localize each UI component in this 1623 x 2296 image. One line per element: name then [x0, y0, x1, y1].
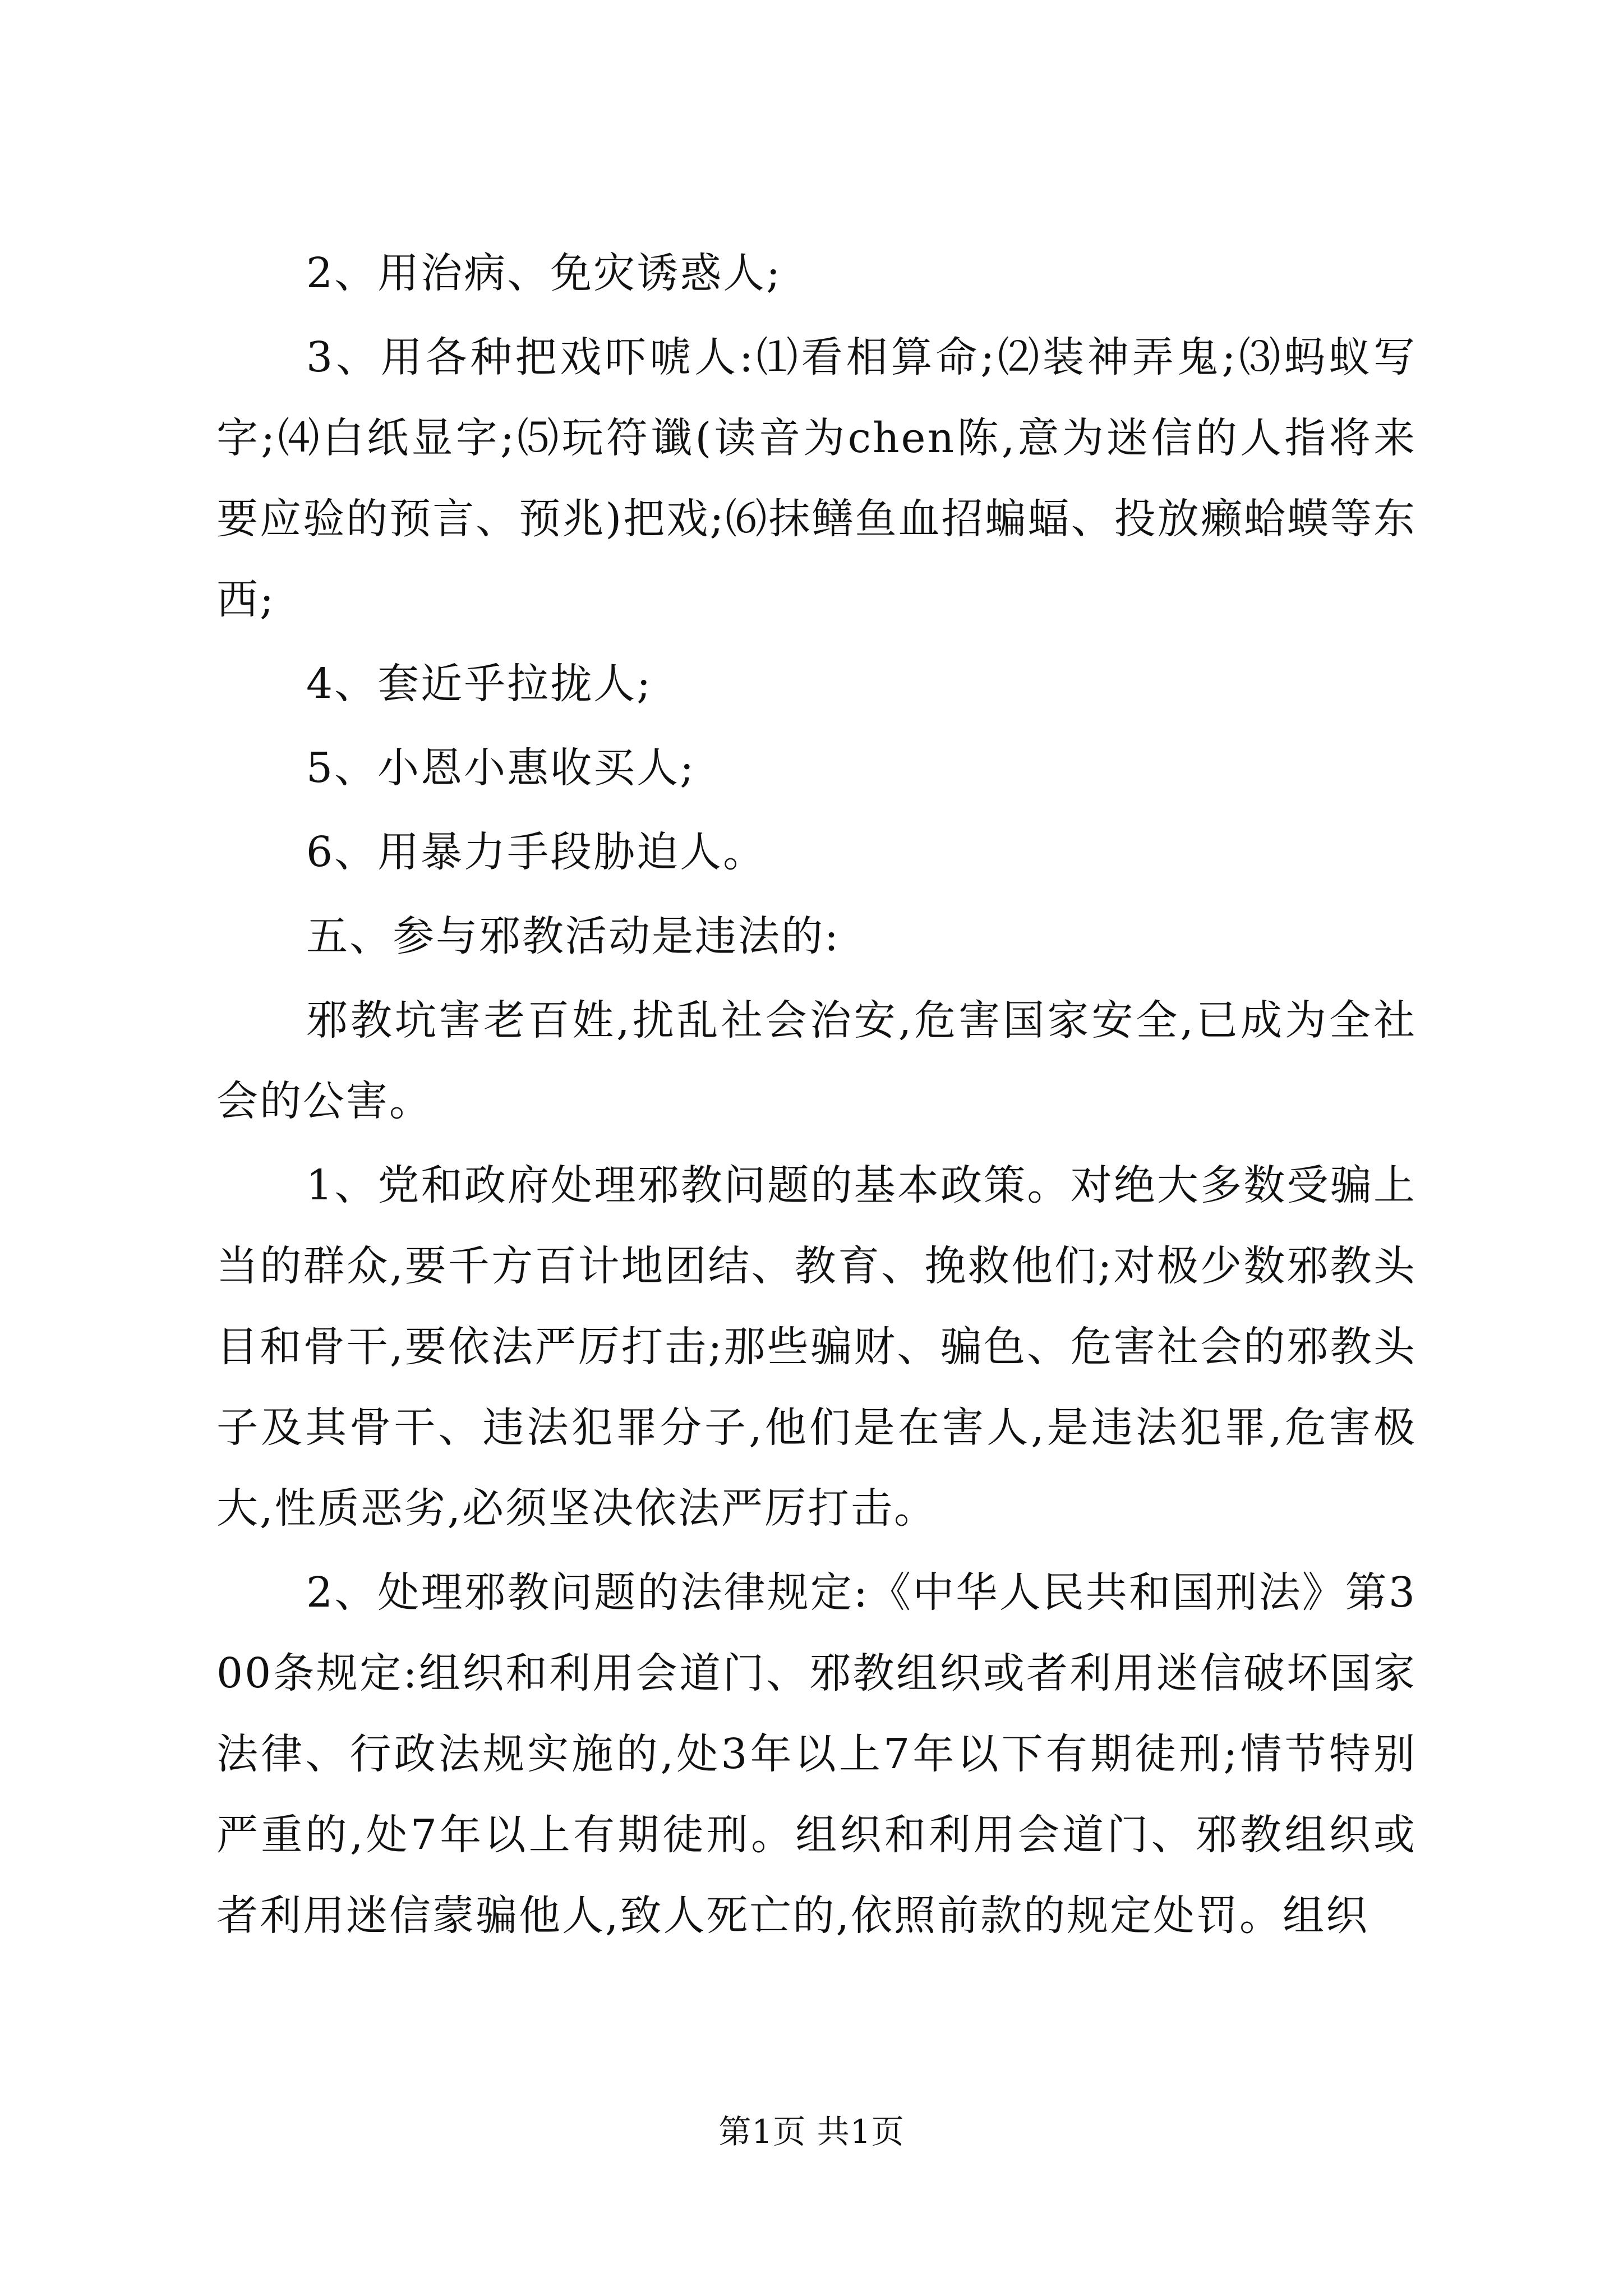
- paragraph-1: 2、用治病、免灾诱惑人;: [306, 249, 782, 297]
- section-heading: 五、参与邪教活动是违法的:: [306, 912, 840, 960]
- paragraph-2: 3、用各种把戏吓唬人:⑴看相算命;⑵装神弄鬼;⑶蚂蚁写字;⑷白纸显字;⑸玩符谶(读音为chen陈,意为迷信的人指将来要应验的预言、预兆)把戏;⑹抹鳝鱼血招蝙蝠、投放癞蛤蟆等东西;: [216, 333, 1417, 624]
- paragraph-5: 6、用暴力手段胁迫人。: [306, 828, 767, 876]
- paragraph-3: 4、套近乎拉拢人;: [306, 660, 653, 708]
- paragraph-8: 1、党和政府处理邪教问题的基本政策。对绝大多数受骗上当的群众,要千方百计地团结、教育、挽救他们;对极少数邪教头目和骨干,要依法严厉打击;那些骗财、骗色、危害社会的邪教头子及其骨干、违法犯罪分子,他们是在害人,是违法犯罪,危害极大,性质恶劣,必须坚决依法严厉打击。: [216, 1161, 1417, 1533]
- page-number-footer: 第1页 共1页: [718, 2113, 905, 2151]
- paragraph-7: 邪教坑害老百姓,扰乱社会治安,危害国家安全,已成为全社会的公害。: [216, 996, 1417, 1125]
- paragraph-9: 2、处理邪教问题的法律规定:《中华人民共和国刑法》第300条规定:组织和利用会道门、邪教组织或者利用迷信破坏国家法律、行政法规实施的,处3年以上7年以下有期徒刑;情节特别严重的,处7年以上有期徒刑。组织和利用会道门、邪教组织或者利用迷信蒙骗他人,致人死亡的,依照前款的规定处罚。组织: [216, 1568, 1417, 1940]
- document-body: [216, 233, 1417, 1956]
- paragraph-4: 5、小恩小惠收买人;: [306, 744, 696, 792]
